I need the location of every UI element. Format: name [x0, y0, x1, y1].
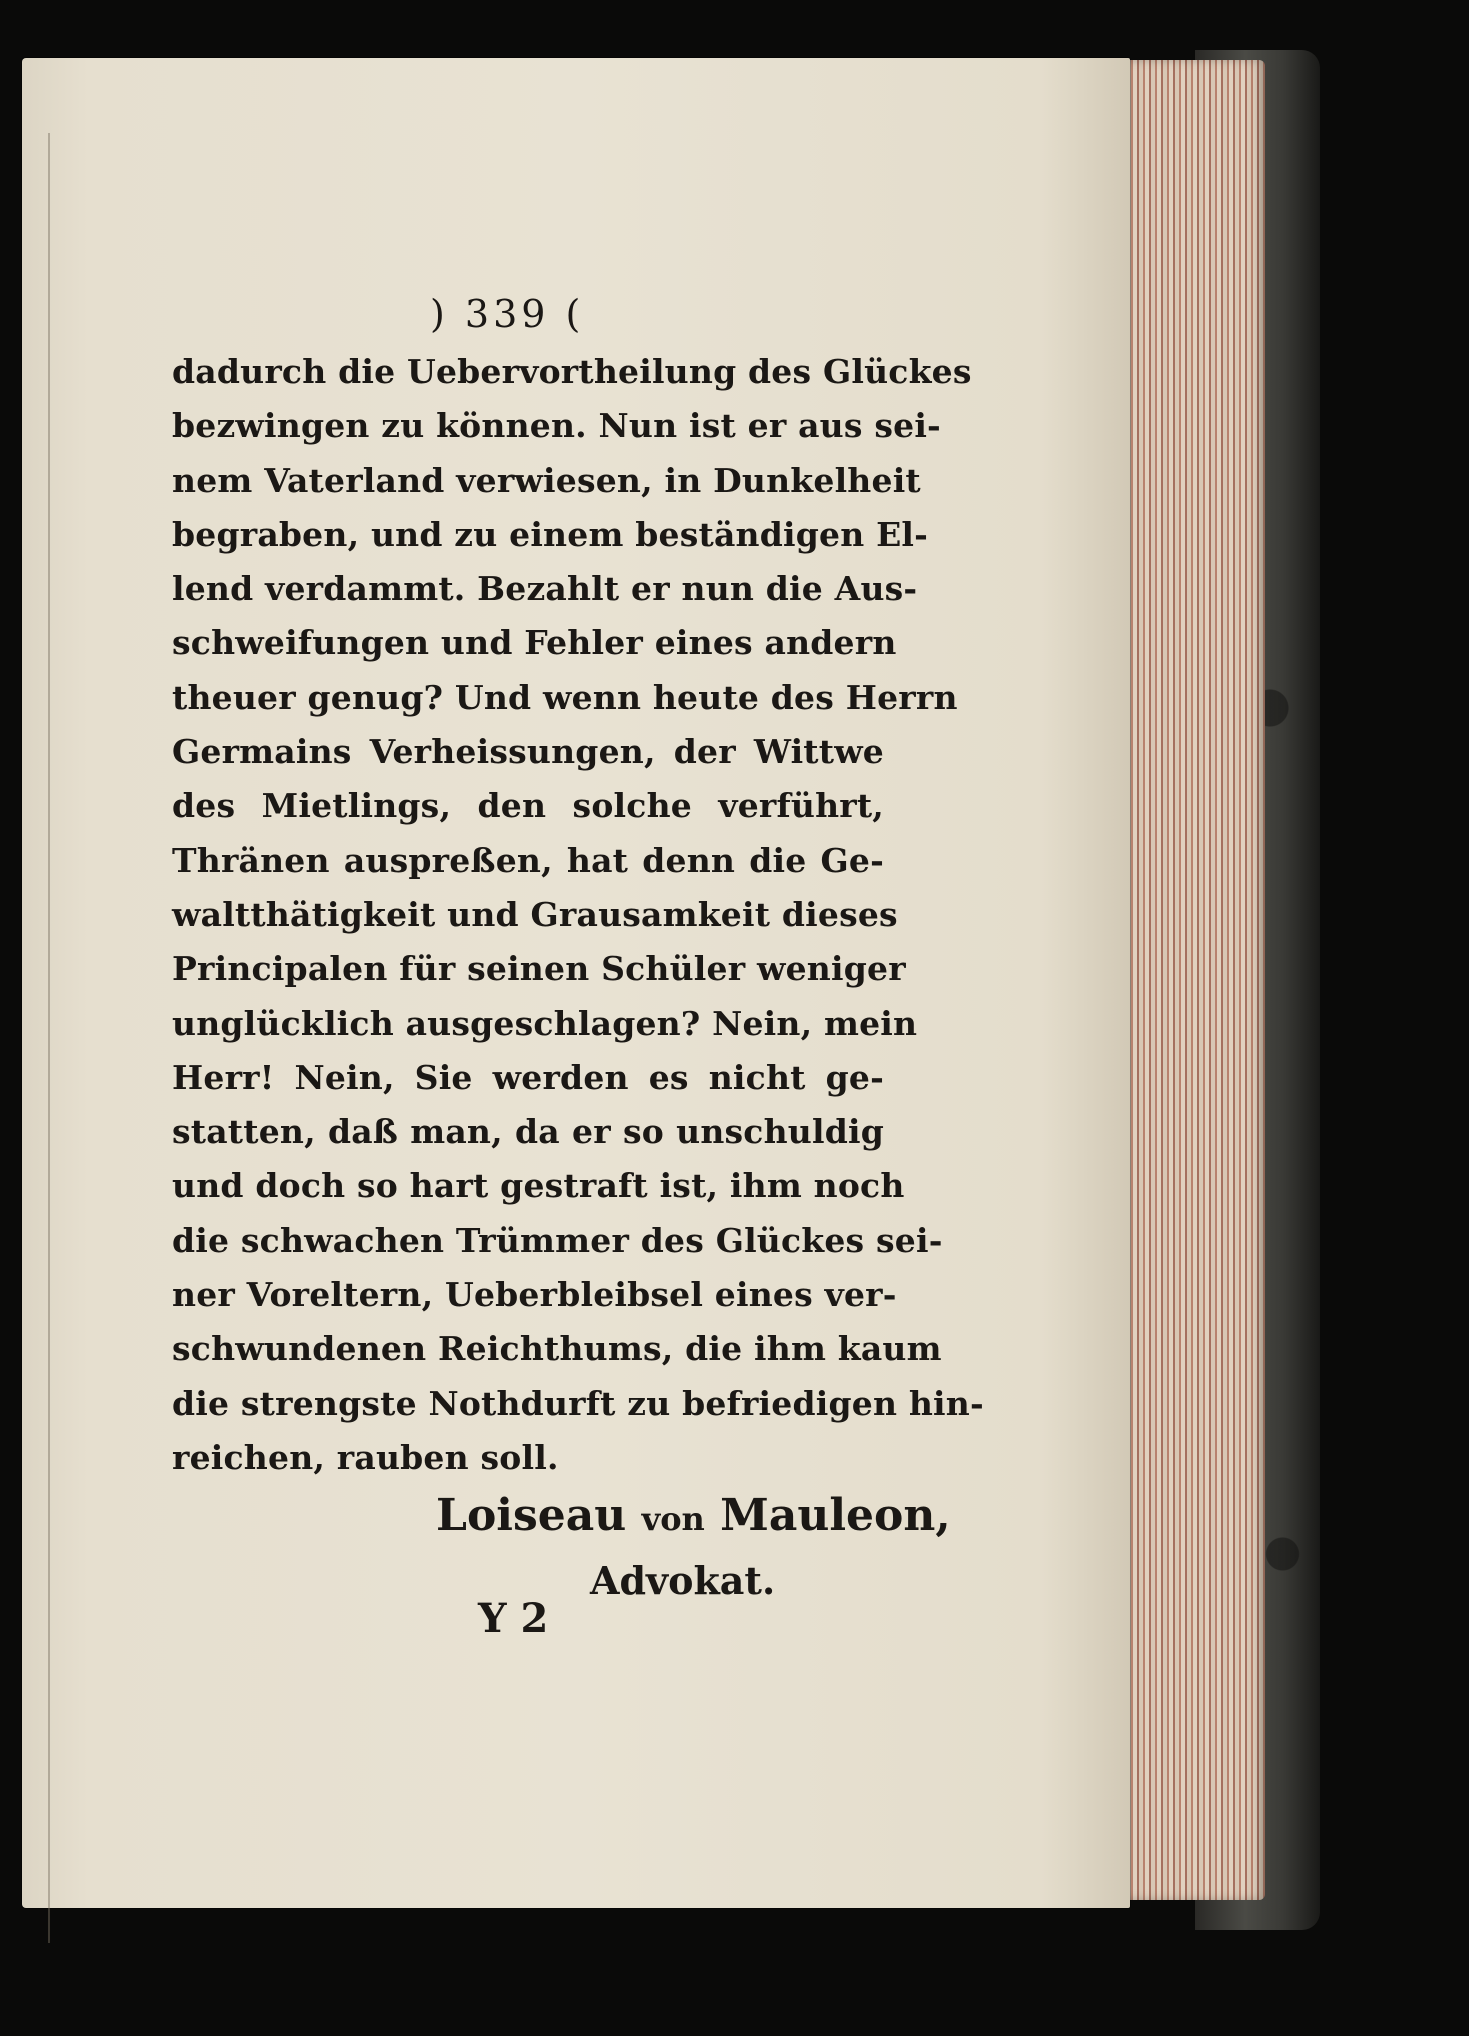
text-line: statten, daß man, da er so unschuldig: [172, 1112, 884, 1152]
page-header: ) 339 (: [430, 292, 585, 336]
text-line: und doch so hart gestraft ist, ihm noch: [172, 1166, 905, 1206]
text-line: unglücklich ausgeschlagen? Nein, mein: [172, 1003, 918, 1043]
text-line: bezwingen zu können. Nun ist er aus sei-: [172, 406, 941, 446]
text-line: dadurch die Uebervortheilung des Glückes: [172, 352, 972, 391]
body-text: [172, 345, 984, 1485]
signature-name-last: Mauleon,: [720, 1490, 951, 1541]
text-line: die schwachen Trümmer des Glückes sei-: [172, 1220, 943, 1260]
text-line: waltthätigkeit und Grausamkeit dieses: [172, 894, 898, 934]
signature-von: von: [641, 1500, 705, 1538]
text-line: ner Voreltern, Ueberbleibsel eines ver-: [172, 1275, 897, 1315]
text-line: theuer genug? Und wenn heute des Herrn: [172, 677, 958, 717]
text-line: begraben, und zu einem beständigen El-: [172, 514, 929, 554]
text-line: schweifungen und Fehler eines andern: [172, 623, 897, 663]
text-line: Principalen für seinen Schüler weniger: [172, 949, 906, 989]
page-gutter: [48, 133, 50, 1943]
text-line: nem Vaterland verwiesen, in Dunkelheit: [172, 460, 921, 500]
signature: [436, 1490, 951, 1541]
signature-name-first: Loiseau: [436, 1490, 627, 1541]
signature-title: Advokat.: [590, 1558, 776, 1603]
text-line: Thränen auspreßen, hat denn die Ge-: [172, 840, 884, 880]
text-line: schwundenen Reichthums, die ihm kaum: [172, 1329, 942, 1369]
text-line: die strengste Nothdurft zu befriedigen hin-: [172, 1383, 984, 1423]
page-edges: [1115, 60, 1265, 1900]
signature-mark: Y 2: [478, 1595, 549, 1642]
text-line: des Mietlings, den solche verführt,: [172, 786, 884, 826]
text-line: Herr! Nein, Sie werden es nicht ge-: [172, 1057, 884, 1097]
text-line: lend verdammt. Bezahlt er nun die Aus-: [172, 569, 918, 609]
text-line: reichen, rauben soll.: [172, 1437, 559, 1477]
text-line: Germains Verheissungen, der Wittwe: [172, 732, 884, 772]
